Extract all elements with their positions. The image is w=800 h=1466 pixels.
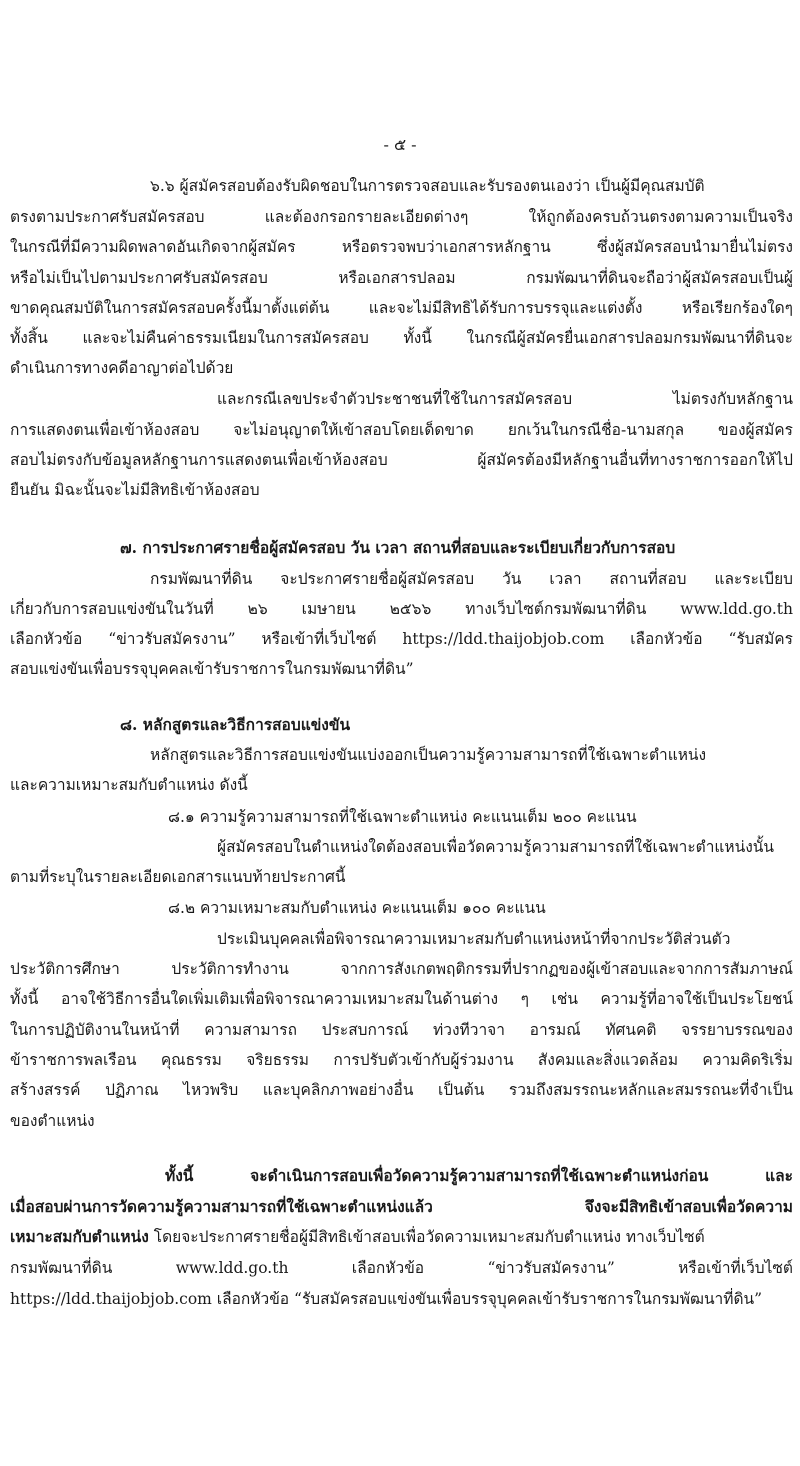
item82-line-4: ในการปฏิบัติงานในหน้าที่ ความสามารถ ประสบการณ์ ท่วงทีวาจา อารมณ์ ทัศนคติ จรรยาบรรณของ — [10, 1021, 793, 1039]
sec8-intro-line-1: หลักสูตรและวิธีการสอบแข่งขันแบ่งออกเป็นความรู้ความสามารถที่ใช้เฉพาะตำแหน่ง — [150, 746, 707, 764]
page-number: - ๕ - — [383, 135, 417, 154]
sec7-line-1: กรมพัฒนาที่ดิน จะประกาศรายชื่อผู้สมัครสอบ วัน เวลา สถานที่สอบ และระเบียบ — [150, 570, 793, 588]
closing-line-4: กรมพัฒนาที่ดิน www.ldd.go.th เลือกหัวข้อ “ข่าวรับสมัครงาน” หรือเข้าที่เว็บไซต์ — [10, 1259, 793, 1277]
item82-line-3: ทั้งนี้ อาจใช้วิธีการอื่นใดเพิ่มเติมเพื่อพิจารณาความเหมาะสมในด้านต่าง ๆ เช่น ความรู้ที่อาจใช้เป็นประโยชน์ — [10, 990, 793, 1008]
item81-line-1: ผู้สมัครสอบในตำแหน่งใดต้องสอบเพื่อวัดความรู้ความสามารถที่ใช้เฉพาะตำแหน่งนั้น — [217, 838, 774, 856]
sec66-line-3: ในกรณีที่มีความผิดพลาดอันเกิดจากผู้สมัคร หรือตรวจพบว่าเอกสารหลักฐาน ซึ่งผู้สมัครสอบนำมายื่นไม่ตรง — [10, 238, 793, 256]
sec7-line-3: เลือกหัวข้อ “ข่าวรับสมัครงาน” หรือเข้าที่เว็บไซต์ https://ldd.thaijobjob.com เลือกหัวข้อ “รับสมัคร — [10, 630, 793, 648]
closing-line-3-bold: เหมาะสมกับตำแหน่ง — [10, 1227, 149, 1246]
sec66-line-5: ขาดคุณสมบัติในการสมัครสอบครั้งนี้มาตั้งแต่ต้น และจะไม่มีสิทธิได้รับการบรรจุและแต่งตั้ง หรือเรียกร้องใดๆ — [10, 299, 793, 317]
item82-line-2: ประวัติการศึกษา ประวัติการทำงาน จากการสังเกตพฤติกรรมที่ปรากฏของผู้เข้าสอบและจากการสัมภาษณ์ — [10, 960, 793, 978]
sec7-line-2: เกี่ยวกับการสอบแข่งขันในวันที่ ๒๖ เมษายน ๒๕๖๖ ทางเว็บไซต์กรมพัฒนาที่ดิน www.ldd.go.th — [10, 600, 793, 618]
item82-line-5: ข้าราชการพลเรือน คุณธรรม จริยธรรม การปรับตัวเข้ากับผู้ร่วมงาน สังคมและสิ่งแวดล้อม ความคิดริเริ่ม — [10, 1051, 793, 1069]
item82-line-6: สร้างสรรค์ ปฏิภาณ ไหวพริบ และบุคลิกภาพอย่างอื่น เป็นต้น รวมถึงสมรรถนะหลักและสมรรถนะที่จำเป็น — [10, 1081, 793, 1099]
sec66-line-2: ตรงตามประกาศรับสมัครสอบ และต้องกรอกรายละเอียดต่างๆ ให้ถูกต้องครบถ้วนตรงตามความเป็นจริง — [10, 208, 793, 226]
sec8-heading: ๘. หลักสูตรและวิธีการสอบแข่งขัน — [120, 715, 351, 734]
closing-line-5: https://ldd.thaijobjob.com เลือกหัวข้อ “รับสมัครสอบแข่งขันเพื่อบรรจุบุคคลเข้ารับราชการในกรมพัฒนาที่ดิน” — [10, 1290, 763, 1308]
sec66-line-6: ทั้งสิ้น และจะไม่คืนค่าธรรมเนียมในการสมัครสอบ ทั้งนี้ ในกรณีผู้สมัครยื่นเอกสารปลอมกรมพัฒนาที่ดินจะ — [10, 329, 793, 347]
sec66-id-line-1: และกรณีเลขประจำตัวประชาชนที่ใช้ในการสมัครสอบ ไม่ตรงกับหลักฐาน — [217, 390, 793, 408]
sec66-id-line-4: ยืนยัน มิฉะนั้นจะไม่มีสิทธิเข้าห้องสอบ — [10, 481, 260, 499]
closing-line-2: เมื่อสอบผ่านการวัดความรู้ความสามารถที่ใช้เฉพาะตำแหน่งแล้ว จึงจะมีสิทธิเข้าสอบเพื่อวัดความ — [10, 1197, 793, 1216]
sec7-heading: ๗. การประกาศรายชื่อผู้สมัครสอบ วัน เวลา สถานที่สอบและระเบียบเกี่ยวกับการสอบ — [120, 538, 676, 557]
sec66-line-7: ดำเนินการทางคดีอาญาต่อไปด้วย — [10, 359, 234, 377]
sec66-id-line-3: สอบไม่ตรงกับข้อมูลหลักฐานการแสดงตนเพื่อเข้าห้องสอบ ผู้สมัครต้องมีหลักฐานอื่นที่ทางราชการออกให้ไป — [10, 451, 793, 469]
sec66-line-4: หรือไม่เป็นไปตามประกาศรับสมัครสอบ หรือเอกสารปลอม กรมพัฒนาที่ดินจะถือว่าผู้สมัครสอบเป็นผู้ — [10, 269, 793, 287]
sec66-id-line-2: การแสดงตนเพื่อเข้าห้องสอบ จะไม่อนุญาตให้เข้าสอบโดยเด็ดขาด ยกเว้นในกรณีชื่อ-นามสกุล ของผู้สมัคร — [10, 421, 793, 439]
item82-title: ๘.๒ ความเหมาะสมกับตำแหน่ง คะแนนเต็ม ๑๐๐ คะแนน — [168, 899, 546, 917]
sec66-line-1: ๖.๖ ผู้สมัครสอบต้องรับผิดชอบในการตรวจสอบและรับรองตนเองว่า เป็นผู้มีคุณสมบัติ — [150, 177, 705, 195]
item81-line-2: ตามที่ระบุในรายละเอียดเอกสารแนบท้ายประกาศนี้ — [10, 868, 346, 886]
item82-line-1: ประเมินบุคคลเพื่อพิจารณาความเหมาะสมกับตำแหน่งหน้าที่จากประวัติส่วนตัว — [217, 930, 731, 948]
sec8-intro-line-2: และความเหมาะสมกับตำแหน่ง ดังนี้ — [10, 776, 248, 794]
closing-line-3-rest: โดยจะประกาศรายชื่อผู้มีสิทธิเข้าสอบเพื่อวัดความเหมาะสมกับตำแหน่ง ทางเว็บไซต์ — [148, 1228, 705, 1246]
sec7-line-4: สอบแข่งขันเพื่อบรรจุบุคคลเข้ารับราชการในกรมพัฒนาที่ดิน” — [10, 660, 414, 678]
closing-line-3 — [10, 1226, 793, 1248]
item82-line-7: ของตำแหน่ง — [10, 1112, 95, 1130]
closing-line-1: ทั้งนี้ จะดำเนินการสอบเพื่อวัดความรู้ความสามารถที่ใช้เฉพาะตำแหน่งก่อน และ — [165, 1166, 793, 1185]
item81-title: ๘.๑ ความรู้ความสามารถที่ใช้เฉพาะตำแหน่ง คะแนนเต็ม ๒๐๐ คะแนน — [168, 808, 637, 826]
